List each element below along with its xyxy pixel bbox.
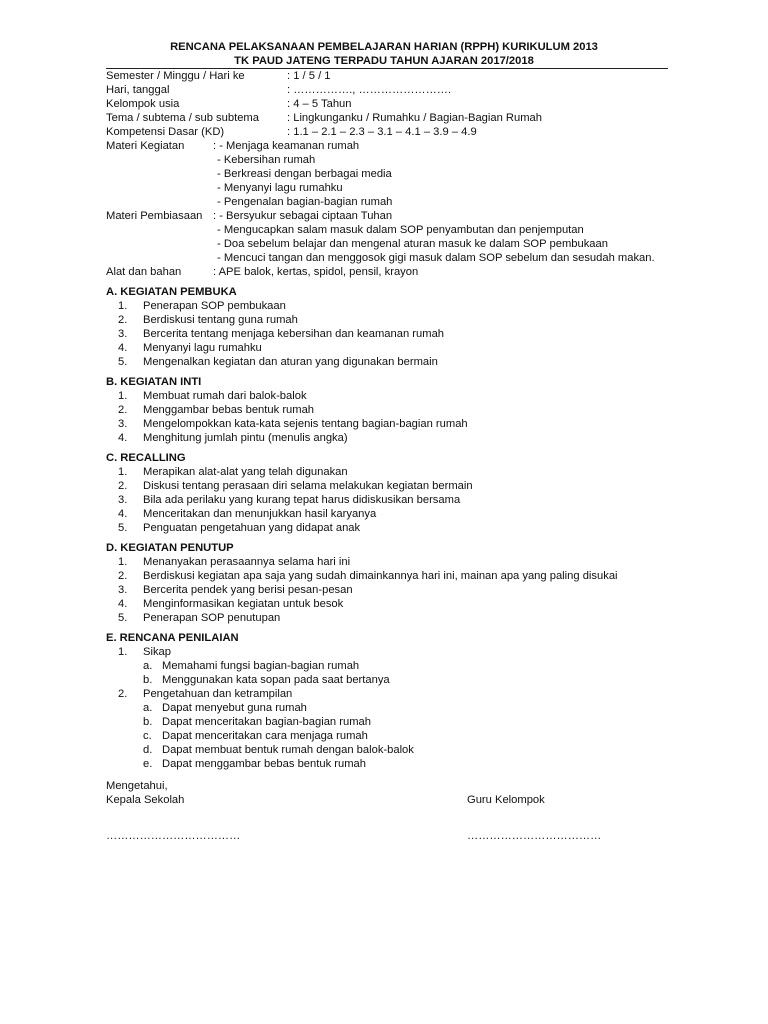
- materi-pembiasaan-label: Materi Pembiasaan: [106, 210, 203, 222]
- info-value: : 1.1 – 2.1 – 2.3 – 3.1 – 4.1 – 3.9 – 4.9: [287, 126, 477, 138]
- list-item: Penguatan pengetahuan yang didapat anak: [143, 522, 361, 534]
- list-item: Mengenalkan kegiatan dan aturan yang digunakan bermain: [143, 356, 438, 368]
- list-item-number: 3.: [118, 328, 128, 340]
- list-item: Menggambar bebas bentuk rumah: [143, 404, 315, 416]
- section-heading: B. KEGIATAN INTI: [106, 376, 202, 388]
- assessment-sub-item: Dapat menggambar bebas bentuk rumah: [162, 758, 366, 770]
- list-item-number: 1.: [118, 556, 128, 568]
- materi-kegiatan-item: - Menyanyi lagu rumahku: [217, 182, 343, 194]
- list-item-number: 2.: [118, 314, 128, 326]
- teacher-title: Guru Kelompok: [467, 794, 545, 806]
- materi-pembiasaan-item: - Doa sebelum belajar dan mengenal aturan masuk ke dalam SOP pembukaan: [217, 238, 608, 250]
- list-item: Membuat rumah dari balok-balok: [143, 390, 307, 402]
- assessment-sub-item: Memahami fungsi bagian-bagian rumah: [162, 660, 360, 672]
- assessment-sub-item: Dapat menyebut guna rumah: [162, 702, 307, 714]
- alat-bahan-value: : APE balok, kertas, spidol, pensil, krayon: [213, 266, 419, 278]
- list-item: Mengelompokkan kata-kata sejenis tentang bagian-bagian rumah: [143, 418, 468, 430]
- assessment-group-title: Sikap: [143, 646, 171, 658]
- section-heading: A. KEGIATAN PEMBUKA: [106, 286, 237, 298]
- info-label: Tema / subtema / sub subtema: [106, 112, 259, 124]
- materi-kegiatan-item: - Pengenalan bagian-bagian rumah: [217, 196, 393, 208]
- list-item-number: 2.: [118, 404, 128, 416]
- list-item-number: 3.: [118, 584, 128, 596]
- list-item-number: 3.: [118, 418, 128, 430]
- materi-pembiasaan-item: - Mengucapkan salam masuk dalam SOP penyambutan dan penjemputan: [217, 224, 584, 236]
- principal-title: Kepala Sekolah: [106, 794, 185, 806]
- list-item-number: 2.: [118, 480, 128, 492]
- list-item-number: 1.: [118, 466, 128, 478]
- info-value: : ……………., …………………….: [287, 84, 452, 96]
- materi-pembiasaan-item: - Mencuci tangan dan menggosok gigi masuk dalam SOP sebelum dan sesudah makan.: [217, 252, 655, 264]
- assessment-sub-item: Dapat membuat bentuk rumah dengan balok-balok: [162, 744, 414, 756]
- assessment-sub-item: Dapat menceritakan cara menjaga rumah: [162, 730, 368, 742]
- list-item-number: 2.: [118, 570, 128, 582]
- list-item-number: 1.: [118, 390, 128, 402]
- list-item: Bercerita tentang menjaga kebersihan dan keamanan rumah: [143, 328, 445, 340]
- list-item-number: 2.: [118, 688, 128, 700]
- materi-kegiatan-label: Materi Kegiatan: [106, 140, 185, 152]
- sub-item-letter: b.: [143, 716, 153, 728]
- list-item: Menyanyi lagu rumahku: [143, 342, 262, 354]
- list-item-number: 4.: [118, 598, 128, 610]
- document-title: RENCANA PELAKSANAAN PEMBELAJARAN HARIAN (RPPH) KURIKULUM 2013: [170, 41, 598, 53]
- alat-bahan-label: Alat dan bahan: [106, 266, 182, 278]
- list-item: Menceritakan dan menunjukkan hasil karyanya: [143, 508, 377, 520]
- list-item: Penerapan SOP pembukaan: [143, 300, 286, 312]
- list-item-number: 5.: [118, 612, 128, 624]
- sub-item-letter: b.: [143, 674, 153, 686]
- list-item: Berdiskusi kegiatan apa saja yang sudah dimainkannya hari ini, mainan apa yang paling disukai: [143, 570, 618, 582]
- sub-item-letter: c.: [143, 730, 152, 742]
- school-title: TK PAUD JATENG TERPADU TAHUN AJARAN 2017/2018: [234, 55, 534, 67]
- info-value: : 4 – 5 Tahun: [287, 98, 352, 110]
- info-label: Semester / Minggu / Hari ke: [106, 70, 245, 82]
- teacher-signature-line: ………………………………: [467, 830, 602, 842]
- list-item-number: 5.: [118, 356, 128, 368]
- acknowledgement-label: Mengetahui,: [106, 780, 168, 792]
- sub-item-letter: a.: [143, 660, 153, 672]
- assessment-group-title: Pengetahuan dan ketrampilan: [143, 688, 293, 700]
- info-label: Kelompok usia: [106, 98, 180, 110]
- materi-pembiasaan-item: : - Bersyukur sebagai ciptaan Tuhan: [213, 210, 393, 222]
- materi-kegiatan-item: - Kebersihan rumah: [217, 154, 316, 166]
- assessment-sub-item: Dapat menceritakan bagian-bagian rumah: [162, 716, 371, 728]
- sub-item-letter: d.: [143, 744, 153, 756]
- info-label: Kompetensi Dasar (KD): [106, 126, 225, 138]
- list-item: Bercerita pendek yang berisi pesan-pesan: [143, 584, 353, 596]
- materi-kegiatan-item: - Berkreasi dengan berbagai media: [217, 168, 392, 180]
- assessment-sub-item: Menggunakan kata sopan pada saat bertanya: [162, 674, 390, 686]
- sub-item-letter: e.: [143, 758, 153, 770]
- list-item-number: 1.: [118, 300, 128, 312]
- list-item-number: 4.: [118, 508, 128, 520]
- list-item-number: 4.: [118, 432, 128, 444]
- list-item: Menghitung jumlah pintu (menulis angka): [143, 432, 348, 444]
- list-item: Merapikan alat-alat yang telah digunakan: [143, 466, 348, 478]
- list-item: Penerapan SOP penutupan: [143, 612, 281, 624]
- list-item: Berdiskusi tentang guna rumah: [143, 314, 298, 326]
- list-item: Menanyakan perasaannya selama hari ini: [143, 556, 351, 568]
- info-label: Hari, tanggal: [106, 84, 170, 96]
- info-value: : 1 / 5 / 1: [287, 70, 331, 82]
- section-heading: C. RECALLING: [106, 452, 186, 464]
- info-value: : Lingkunganku / Rumahku / Bagian-Bagian Rumah: [287, 112, 542, 124]
- list-item: Diskusi tentang perasaan diri selama melakukan kegiatan bermain: [143, 480, 473, 492]
- section-heading: E. RENCANA PENILAIAN: [106, 632, 239, 644]
- list-item-number: 1.: [118, 646, 128, 658]
- section-heading: D. KEGIATAN PENUTUP: [106, 542, 234, 554]
- list-item-number: 3.: [118, 494, 128, 506]
- sub-item-letter: a.: [143, 702, 153, 714]
- principal-signature-line: ………………………………: [106, 830, 241, 842]
- materi-kegiatan-item: : - Menjaga keamanan rumah: [213, 140, 360, 152]
- list-item: Menginformasikan kegiatan untuk besok: [143, 598, 344, 610]
- list-item-number: 5.: [118, 522, 128, 534]
- list-item: Bila ada perilaku yang kurang tepat harus didiskusikan bersama: [143, 494, 461, 506]
- list-item-number: 4.: [118, 342, 128, 354]
